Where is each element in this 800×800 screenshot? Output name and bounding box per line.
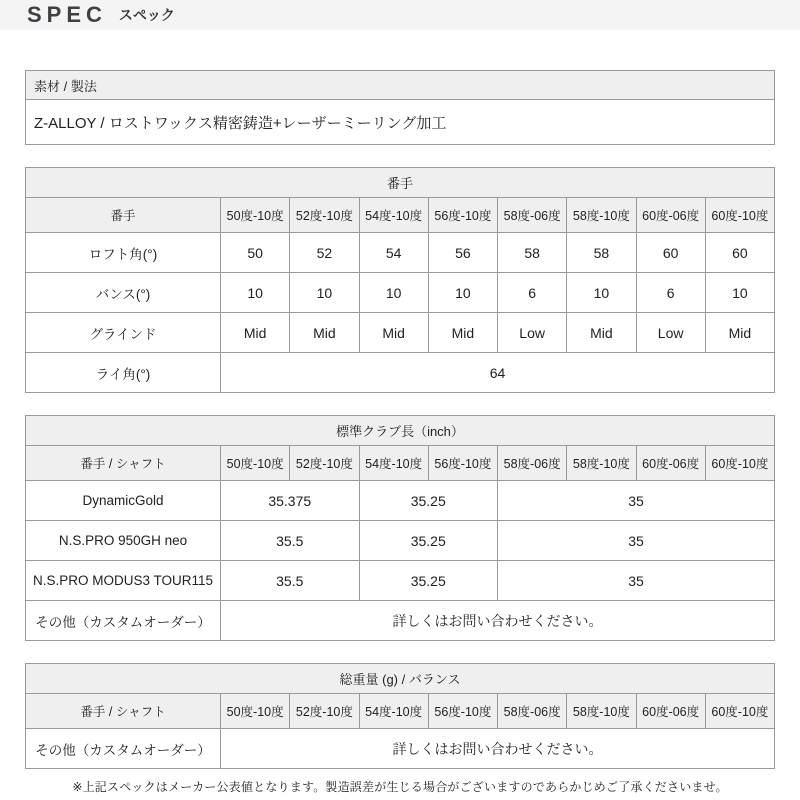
- spec-value-cell: Low: [498, 313, 567, 353]
- club-length-table: [25, 415, 775, 641]
- spec-title-ja: スペック: [118, 7, 175, 23]
- spec-value-cell: Mid: [567, 313, 636, 353]
- club-length-column-header: 60度-06度: [636, 446, 705, 481]
- club-length-column-header: 52度-10度: [290, 446, 359, 481]
- club-length-column-header: 60度-10度: [705, 446, 774, 481]
- total-weight-table: [25, 663, 775, 769]
- club-length-table-row: [26, 521, 775, 561]
- material-table-value: Z-ALLOY / ロストワックス精密鋳造+レーザーミーリング加工: [26, 100, 775, 145]
- spec-column-header: 58度-10度: [567, 198, 636, 233]
- material-table-header: 素材 / 製法: [26, 71, 775, 100]
- spec-row-label: ロフト角(°): [26, 233, 221, 273]
- club-length-value-cell: 35.375: [221, 481, 360, 521]
- spec-value-cell: 10: [705, 273, 774, 313]
- spec-label-header: 番手: [26, 198, 221, 233]
- spec-value-cell: 10: [221, 273, 290, 313]
- club-length-table-row: [26, 561, 775, 601]
- club-length-row-label: N.S.PRO MODUS3 TOUR115: [26, 561, 221, 601]
- spec-value-cell: 10: [428, 273, 497, 313]
- total-weight-column-header: 60度-06度: [636, 694, 705, 729]
- spec-value-cell: 60: [636, 233, 705, 273]
- club-length-value-cell: 35: [498, 561, 775, 601]
- spec-header-bar: [0, 0, 800, 30]
- spec-table-row: [26, 353, 775, 393]
- club-length-value-cell: 35.25: [359, 521, 498, 561]
- club-length-row-label: その他（カスタムオーダー）: [26, 601, 221, 641]
- club-number-spec-table: [25, 167, 775, 393]
- spec-column-header: 56度-10度: [428, 198, 497, 233]
- spec-row-label: ライ角(°): [26, 353, 221, 393]
- club-length-table-title: 標準クラブ長（inch）: [26, 416, 775, 446]
- total-weight-table-row: [26, 729, 775, 769]
- club-length-value-cell: 詳しくはお問い合わせください。: [221, 601, 775, 641]
- spec-value-cell: 10: [290, 273, 359, 313]
- total-weight-column-header: 56度-10度: [428, 694, 497, 729]
- club-length-row-label: DynamicGold: [26, 481, 221, 521]
- spec-column-header: 54度-10度: [359, 198, 428, 233]
- club-length-column-header: 54度-10度: [359, 446, 428, 481]
- total-weight-column-header: 60度-10度: [705, 694, 774, 729]
- total-weight-value-cell: 詳しくはお問い合わせください。: [221, 729, 775, 769]
- club-length-row-label: N.S.PRO 950GH neo: [26, 521, 221, 561]
- spec-value-cell: 64: [221, 353, 775, 393]
- club-length-value-cell: 35: [498, 521, 775, 561]
- club-length-column-header: 58度-10度: [567, 446, 636, 481]
- spec-value-cell: Mid: [221, 313, 290, 353]
- club-length-column-header: 58度-06度: [498, 446, 567, 481]
- spec-column-header: 50度-10度: [221, 198, 290, 233]
- spec-value-cell: 6: [636, 273, 705, 313]
- spec-column-header: 52度-10度: [290, 198, 359, 233]
- club-length-value-cell: 35: [498, 481, 775, 521]
- spec-value-cell: 58: [567, 233, 636, 273]
- spec-value-cell: 58: [498, 233, 567, 273]
- club-length-label-header: 番手 / シャフト: [26, 446, 221, 481]
- spec-table-row: [26, 273, 775, 313]
- spec-value-cell: 10: [567, 273, 636, 313]
- spec-column-header: 60度-10度: [705, 198, 774, 233]
- spec-title-en: SPEC: [27, 2, 107, 27]
- spec-value-cell: Mid: [705, 313, 774, 353]
- spec-footnote: ※上記スペックはメーカー公表値となります。製造誤差が生じる場合がございますのであらかじめご了承くださいませ。: [72, 780, 728, 794]
- spec-row-label: バンス(°): [26, 273, 221, 313]
- total-weight-label-header: 番手 / シャフト: [26, 694, 221, 729]
- club-length-table-row: [26, 481, 775, 521]
- spec-table-row: [26, 313, 775, 353]
- spec-value-cell: 6: [498, 273, 567, 313]
- spec-column-header: 60度-06度: [636, 198, 705, 233]
- spec-table-row: [26, 233, 775, 273]
- total-weight-row-label: その他（カスタムオーダー）: [26, 729, 221, 769]
- material-table: [25, 70, 775, 145]
- spec-column-header: 58度-06度: [498, 198, 567, 233]
- club-length-column-header: 50度-10度: [221, 446, 290, 481]
- total-weight-table-title: 総重量 (g) / バランス: [26, 664, 775, 694]
- club-length-value-cell: 35.25: [359, 561, 498, 601]
- club-length-column-header: 56度-10度: [428, 446, 497, 481]
- club-length-value-cell: 35.25: [359, 481, 498, 521]
- spec-value-cell: 52: [290, 233, 359, 273]
- spec-value-cell: 56: [428, 233, 497, 273]
- spec-row-label: グラインド: [26, 313, 221, 353]
- spec-value-cell: Mid: [359, 313, 428, 353]
- club-length-table-row: [26, 601, 775, 641]
- total-weight-column-header: 50度-10度: [221, 694, 290, 729]
- total-weight-column-header: 52度-10度: [290, 694, 359, 729]
- total-weight-column-header: 54度-10度: [359, 694, 428, 729]
- spec-value-cell: 60: [705, 233, 774, 273]
- total-weight-column-header: 58度-10度: [567, 694, 636, 729]
- total-weight-column-header: 58度-06度: [498, 694, 567, 729]
- spec-value-cell: 50: [221, 233, 290, 273]
- club-length-value-cell: 35.5: [221, 561, 360, 601]
- spec-value-cell: 54: [359, 233, 428, 273]
- spec-value-cell: 10: [359, 273, 428, 313]
- spec-value-cell: Mid: [290, 313, 359, 353]
- club-length-value-cell: 35.5: [221, 521, 360, 561]
- spec-value-cell: Low: [636, 313, 705, 353]
- spec-table-title: 番手: [26, 168, 775, 198]
- spec-value-cell: Mid: [428, 313, 497, 353]
